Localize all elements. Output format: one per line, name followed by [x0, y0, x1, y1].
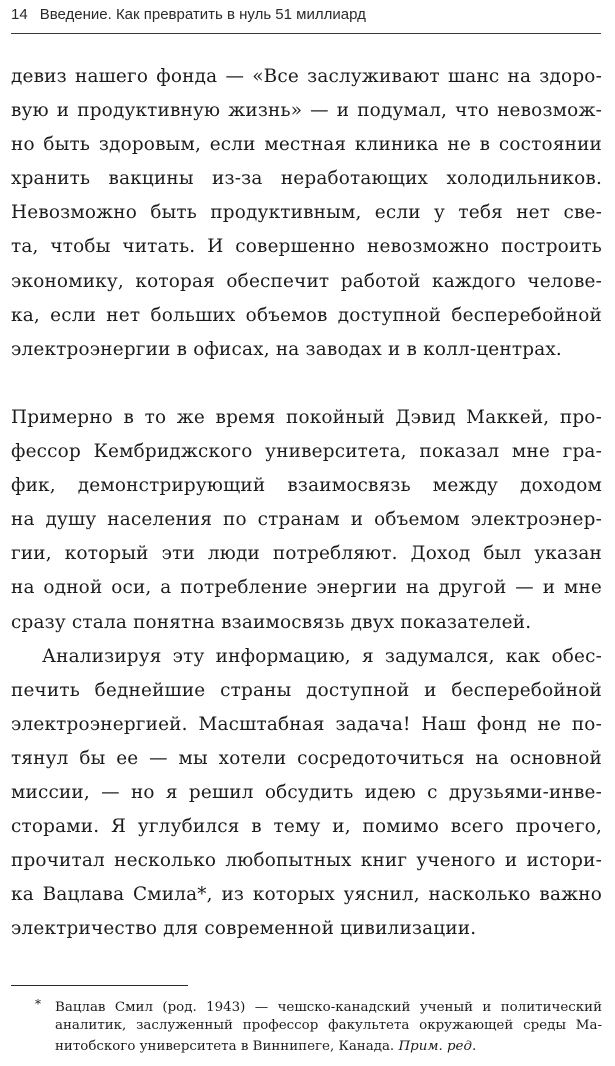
paragraph-gap	[11, 367, 602, 401]
running-header	[11, 6, 601, 30]
text-line: Невозможно быть продуктивным, если у тебя нет све-	[11, 202, 602, 224]
footnote-line: аналитик, заслуженный профессор факультета окружающей среды Ма-	[55, 1018, 602, 1033]
text-line: ка, если нет больших объемов доступной бесперебойной	[11, 304, 602, 326]
text-line: фик, демонстрирующий взаимосвязь между доходом	[11, 475, 602, 497]
text-line: но быть здоровым, если местная клиника не в состоянии	[11, 134, 602, 156]
text-line: тянул бы ее — мы хотели сосредоточиться на основной	[11, 747, 602, 769]
text-line: на душу населения по странам и объемом электроэнер-	[11, 509, 602, 531]
text-line: гии, который эти люди потребляют. Доход был указан	[11, 543, 602, 565]
footnote-marker: *	[35, 997, 41, 1011]
text-line: прочитал несколько любопытных книг ученого и истори-	[11, 850, 602, 872]
text-line: вую и продуктивную жизнь» — и подумал, что невозмож-	[11, 100, 602, 122]
text-line: та, чтобы читать. И совершенно невозможно построить	[11, 236, 602, 258]
text-line: миссии, — но я решил обсудить идею с друзьями-инве-	[11, 781, 602, 803]
footnote-rule	[11, 985, 188, 986]
body-text	[11, 60, 602, 946]
text-line: печить беднейшие страны доступной и бесперебойной	[11, 679, 602, 701]
text-line: сторами. Я углубился в тему и, помимо всего прочего,	[11, 816, 602, 838]
text-line: Анализируя эту информацию, я задумался, как обес-	[42, 645, 602, 667]
text-line: Примерно в то же время покойный Дэвид Маккей, про-	[11, 406, 602, 428]
paragraph-3	[11, 640, 602, 947]
text-line: девиз нашего фонда — «Все заслуживают шанс на здоро-	[11, 66, 602, 87]
text-line: ка Вацлава Смила*, из которых уяснил, насколько важно	[11, 884, 602, 906]
text-line: электроэнергии в офисах, на заводах и в колл-центрах.	[11, 338, 562, 360]
text-line: электричество для современной цивилизации.	[11, 918, 477, 940]
text-line: фессор Кембриджского университета, показал мне гра-	[11, 441, 602, 463]
text-line: хранить вакцины из-за неработающих холодильников.	[11, 168, 602, 190]
text-line: на одной оси, а потребление энергии на другой — и мне	[11, 577, 602, 599]
header-rule	[11, 33, 601, 34]
text-line: экономику, которая обеспечит работой каждого челове-	[11, 270, 602, 292]
footnote-line: нитобского университета в Виннипеге, Канада. Прим. ред.	[55, 1039, 477, 1054]
paragraph-2	[11, 401, 602, 640]
editor-note: Прим. ред.	[398, 1039, 477, 1054]
text-line: электроэнергией. Масштабная задача! Наш фонд не по-	[11, 713, 602, 735]
footnote	[11, 994, 602, 1057]
running-title: Введение. Как превратить в нуль 51 миллиард	[39, 6, 366, 23]
footnote-line: * Вацлав Смил (род. 1943) — чешско-канадский ученый и политический	[11, 994, 602, 1015]
text-line: сразу стала понятна взаимосвязь двух показателей.	[11, 611, 532, 633]
paragraph-1	[11, 60, 602, 367]
page-number: 14	[11, 6, 28, 23]
